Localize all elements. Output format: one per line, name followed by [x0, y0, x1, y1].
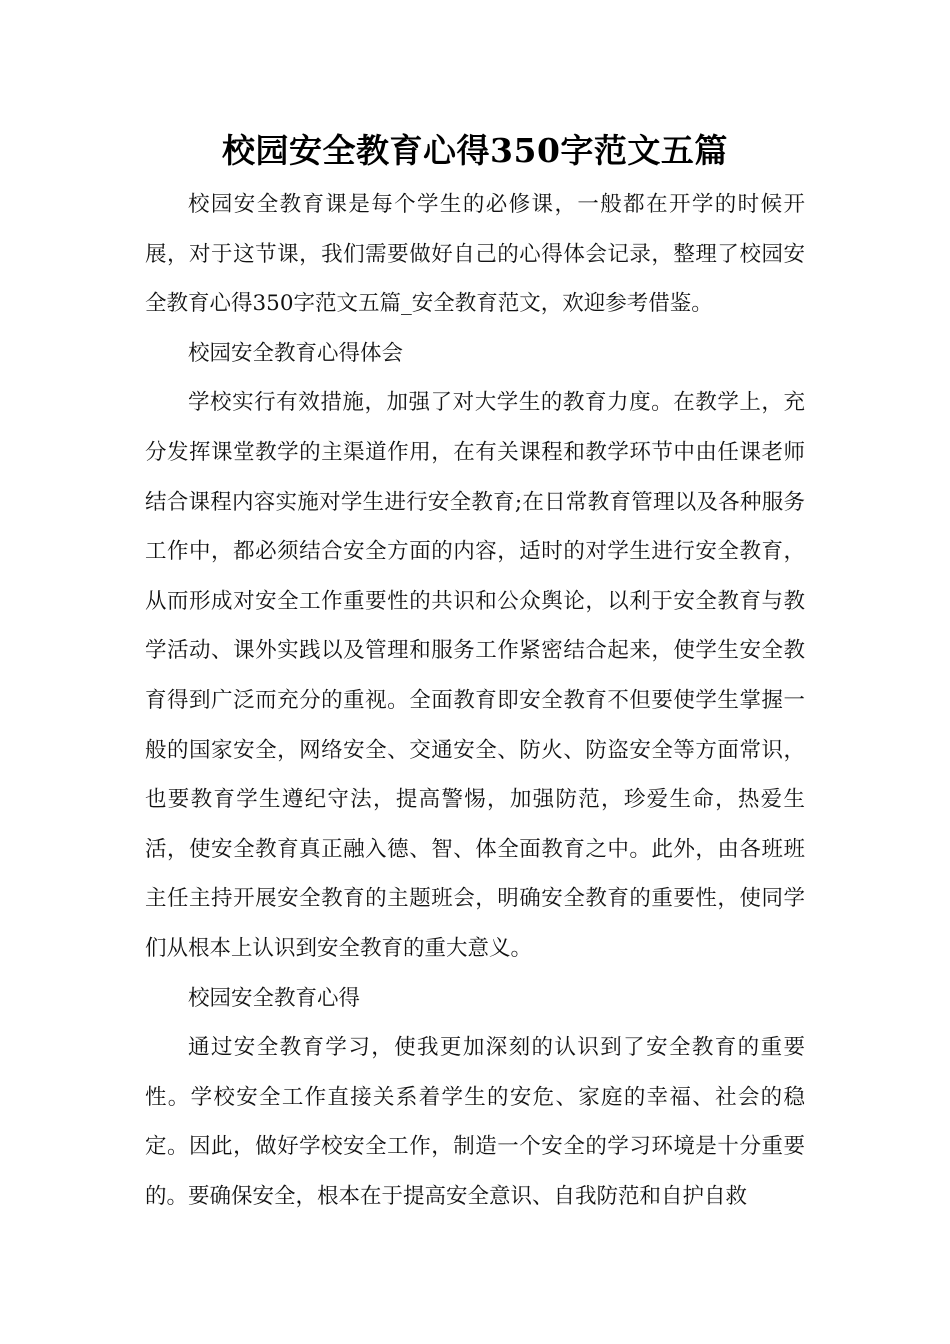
body-paragraph-learning: 通过安全教育学习，使我更加深刻的认识到了安全教育的重要性。学校安全工作直接关系着学生的安危、家庭的幸福、社会的稳定。因此，做好学校安全工作，制造一个安全的学习环境是十分重要的。要确保安全，根本在于提高安全意识、自我防范和自护自救	[145, 1035, 805, 1209]
document-page	[145, 128, 805, 1221]
section-heading-xinde: 校园安全教育心得	[188, 985, 361, 1011]
document-title: 校园安全教育心得350字范文五篇	[222, 131, 728, 170]
section-heading-xinde-tihui: 校园安全教育心得体会	[188, 340, 404, 366]
body-paragraph-school-measures: 学校实行有效措施，加强了对大学生的教育力度。在教学上，充分发挥课堂教学的主渠道作用，在有关课程和教学环节中由任课老师结合课程内容实施对学生进行安全教育;在日常教育管理以及各种服务工作中，都必须结合安全方面的内容，适时的对学生进行安全教育，从而形成对安全工作重要性的共识和公众舆论，以利于安全教育与教学活动、课外实践以及管理和服务工作紧密结合起来，使学生安全教育得到广泛而充分的重视。全面教育即安全教育不但要使学生掌握一般的国家安全，网络安全、交通安全、防火、防盗安全等方面常识，也要教育学生遵纪守法，提高警惕，加强防范，珍爱生命，热爱生活，使安全教育真正融入德、智、体全面教育之中。此外，由各班班主任主持开展安全教育的主题班会，明确安全教育的重要性，使同学们从根本上认识到安全教育的重大意义。	[145, 390, 805, 961]
intro-paragraph: 校园安全教育课是每个学生的必修课，一般都在开学的时候开展，对于这节课，我们需要做好自己的心得体会记录，整理了校园安全教育心得350字范文五篇_安全教育范文，欢迎参考借鉴。	[145, 192, 805, 317]
